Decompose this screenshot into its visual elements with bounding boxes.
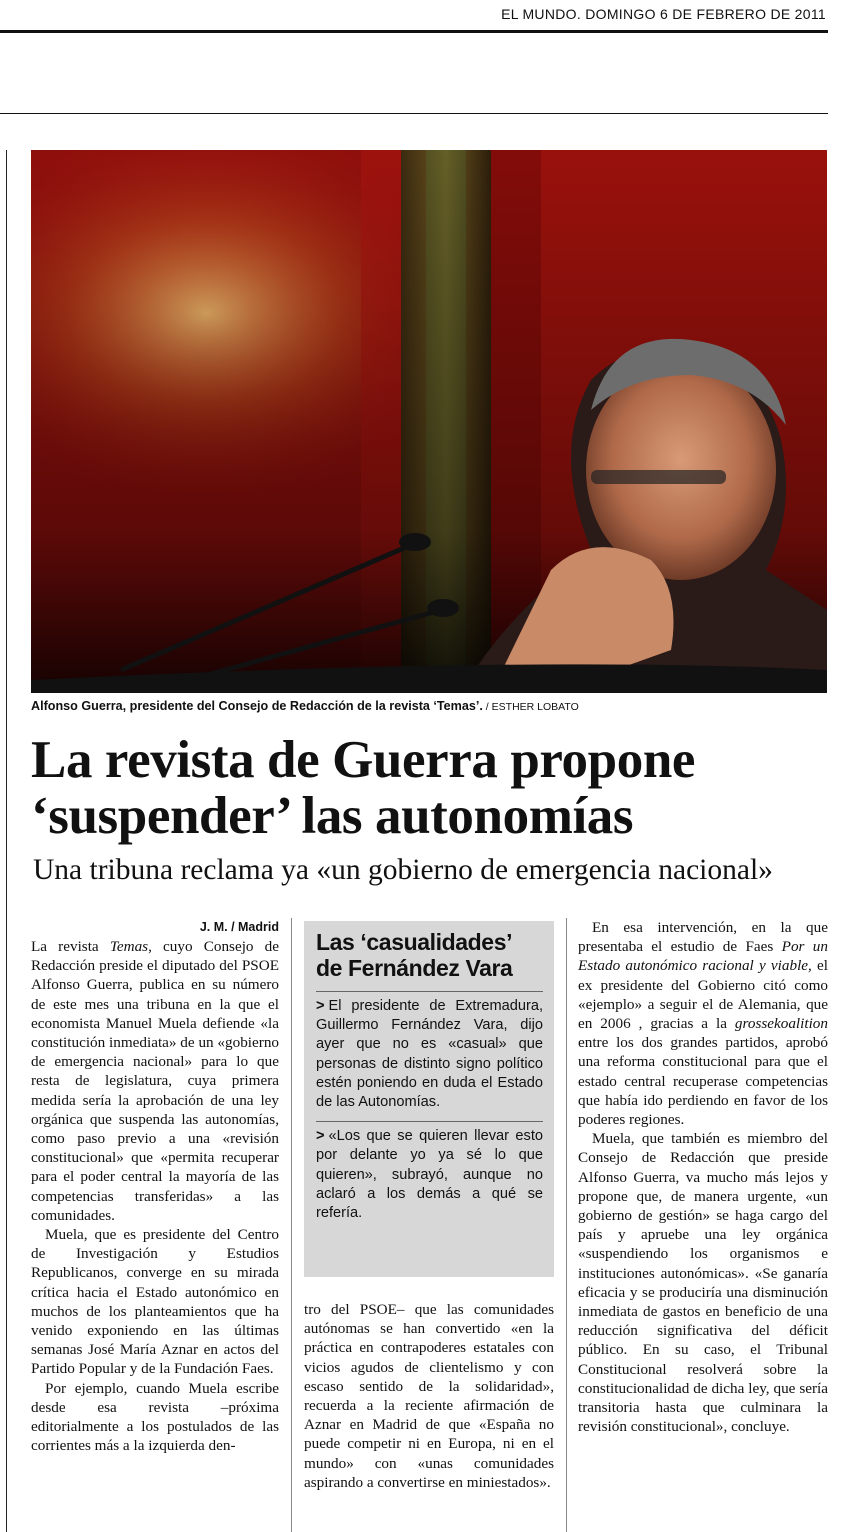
sidebar-title-line-2: de Fernández Vara [316,955,513,981]
text-run: , el ex presidente del Gobierno citó como «ejemplo» a seguir el de Alemania, que en 2006 , gracias a la [578,957,828,1033]
paragraph: Muela, que también es miembro del Consejo de Redacción que preside Alfonso Guerra, va mucho más lejos y propone que, de manera urgente, «un gobierno de gestión» se haga cargo del país y apruebe una ley orgánica «suspendiendo los organismos e instituciones autonómicas». «Se ganaría eficacia y se produciría una disminución inmediata de gastos en beneficio de una reducción significativa del déficit público. En su caso, el Tribunal Constitucional resolverá sobre la constitucionalidad de dicha ley, que sería transitoria hasta que culminara la revisión constitucional», concluye. [578,1130,828,1436]
section-rule [0,113,828,114]
paragraph [31,937,279,1225]
sidebar-item [316,1121,543,1232]
text-run: En esa intervención, en la que presentaba el estudio de Faes [578,919,828,956]
headline [31,732,831,844]
photo-caption [31,699,827,713]
sidebar-box [304,921,554,1277]
article-photo [31,150,827,693]
paragraph: tro del PSOE– que las comunidades autónomas se han convertido «en la práctica en contrapoderes estatales con vicios agudos de clientelismo y con escaso sentido de la solidaridad», recuerda a la reciente afirmación de Aznar en Madrid de que «España no puede competir ni en Europa, ni en el mundo» con «unas comunidades aspirando a convertirse en miniestados». [304,1301,554,1491]
headline-line-1: La revista de Guerra propone [31,731,696,789]
header-date: EL MUNDO. DOMINGO 6 DE FEBRERO DE 2011 [501,6,826,22]
bullet-icon: > [316,1128,325,1145]
sidebar-title-line-1: Las ‘casualidades’ [316,929,513,955]
text-run: La revista [31,938,110,955]
text-run: , cuyo Consejo de Redacción preside el diputado del PSOE Alfonso Guerra, publica en su número de este mes una tribuna en la que el economista Manuel Muela defiende «la constitución inmediata» de un «gobierno de emergencia nacional» para lo que resta de legislatura, cuya primera medida sería la aprobación de una ley orgánica que suspenda las autonomías, como paso previo a una «revisión constitucional» que «permita recuperar para el poder central la mayoría de las competencias transferidas» a las comunidades. [31,938,280,1224]
article-column-2 [304,1300,554,1492]
byline: J. M. / Madrid [199,920,279,934]
sidebar-item-text: El presidente de Extremadura, Guillermo Fernández Vara, dijo ayer que no es «casual» que personas de distinto signo político estén poniendo en duda el Estado de las Autonomías. [316,998,543,1111]
paragraph: Muela, que es presidente del Centro de Investigación y Estudios Republicanos, converge en su mirada crítica hacia el Estado autonómico en muchos de los planteamientos que ha venido exponiendo en las últimas semanas José María Aznar en actos del Partido Popular y de la Fundación Faes. [31,1226,279,1378]
headline-line-2: ‘suspender’ las autonomías [31,787,634,845]
article-column-3 [578,918,828,1436]
bullet-icon: > [316,998,325,1014]
photo-credit: / ESTHER LOBATO [482,701,579,713]
page-margin-rule [6,150,7,1532]
header-rule [0,30,828,33]
column-rule-2 [566,918,567,1532]
paragraph [578,918,828,1129]
paragraph: Por ejemplo, cuando Muela escribe desde esa revista –próxima editorialmente a los postulados de las corrientes más a la izquierda den- [31,1379,279,1455]
column-rule-1 [291,918,292,1532]
foreign-term: grossekoalition [734,1015,828,1033]
subheadline: Una tribuna reclama ya «un gobierno de emergencia nacional» [33,854,773,886]
text-run: entre los dos grandes partidos, aprobó una reforma constitucional para que el estado central recuperase competencias que había ido perdiendo en favor de los poderes regiones. [578,1034,828,1129]
caption-text: Alfonso Guerra, presidente del Consejo de Redacción de la revista ‘Temas’. [31,699,483,713]
sidebar-item-text: «Los que se quieren llevar esto por delante yo ya sé lo que quieren», subrayó, aunque no aclaró a los demás a qué se refería. [316,1128,543,1222]
sidebar-title [316,929,543,981]
magazine-name: Temas [109,938,149,955]
article-column-1 [31,918,279,1455]
sidebar-item [316,991,543,1121]
study-title: Por un Estado autonómico racional y viable [578,938,828,975]
photo-illustration [31,150,827,693]
